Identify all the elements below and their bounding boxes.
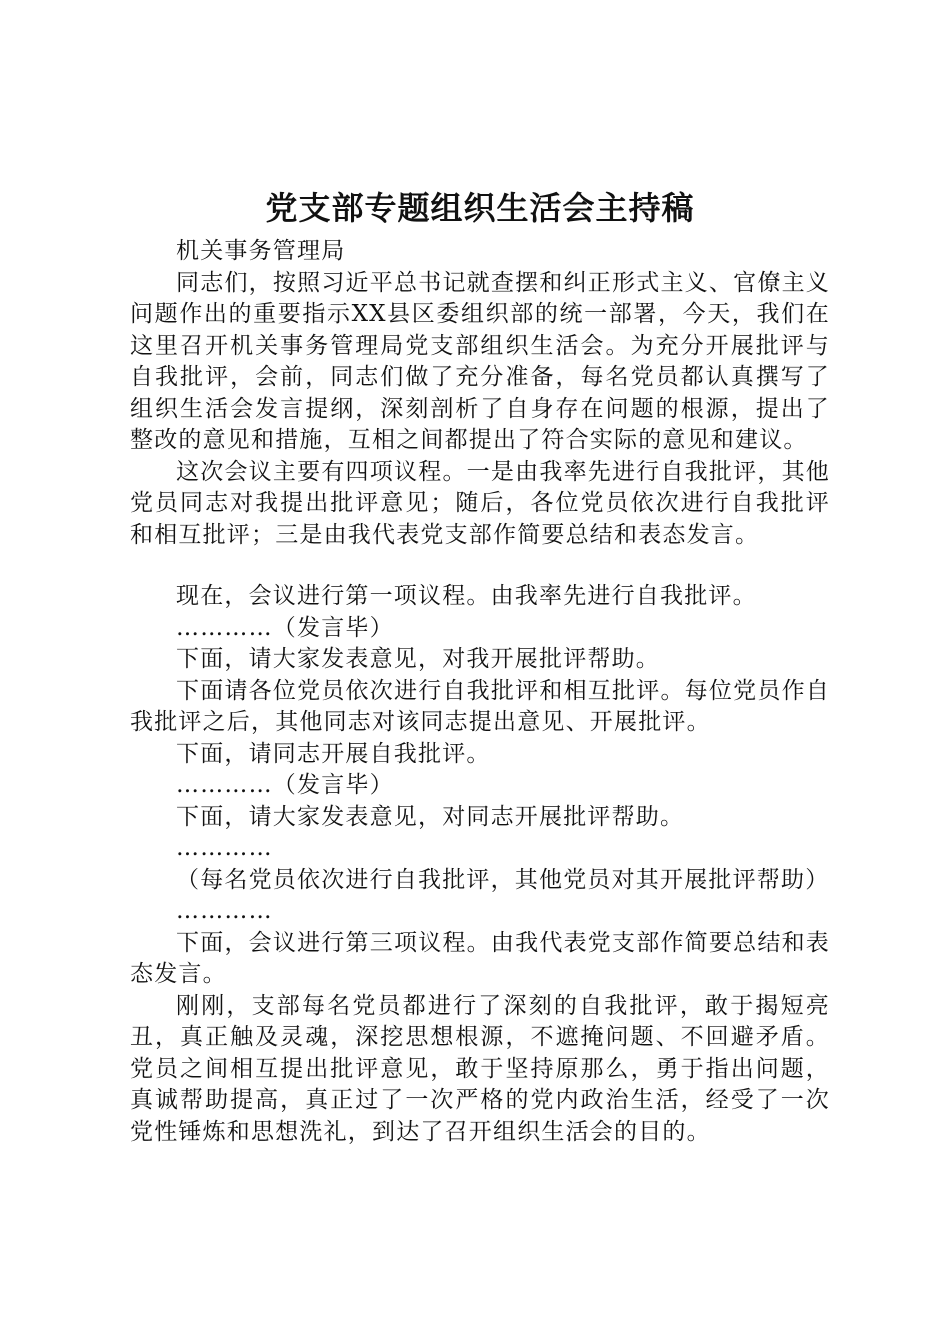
ellipsis-line: ………… (176, 898, 273, 924)
ellipsis-line: ………… (176, 835, 273, 861)
document-page (130, 186, 830, 1148)
speech-ended-note: …………（发言毕） (176, 772, 394, 798)
paragraph-agenda: 这次会议主要有四项议程。一是由我率先进行自我批评，其他党员同志对我提出批评意见；随后，各位党员依次进行自我批评和相互批评；三是由我代表党支部作简要总结和表态发言。 (130, 458, 830, 548)
paragraph-item-one: 现在，会议进行第一项议程。由我率先进行自我批评。 (176, 583, 757, 609)
paragraph-item-three: 下面，会议进行第三项议程。由我代表党支部作简要总结和表态发言。 (130, 929, 830, 987)
speech-ended-note: …………（发言毕） (176, 614, 394, 641)
paragraph-each-member: （每名党员依次进行自我批评，其他党员对其开展批评帮助） (176, 866, 830, 893)
paragraph-spacer (130, 551, 830, 581)
paragraph-comrade-self: 下面，请同志开展自我批评。 (176, 740, 491, 767)
paragraph-criticism-comrade: 下面，请大家发表意见，对同志开展批评帮助。 (176, 803, 685, 830)
paragraph-summary: 刚刚，支部每名党员都进行了深刻的自我批评，敢于揭短亮丑，真正触及灵魂，深挖思想根源，不遮掩问题、不回避矛盾。党员之间相互提出批评意见，敢于坚持原那么，勇于指出问题，真诚帮助提高，真正过了一次严格的党内政治生活，经受了一次党性锤炼和思想洗礼，到达了召开组织生活会的目的。 (130, 992, 830, 1145)
organization-name: 机关事务管理局 (176, 238, 346, 264)
paragraph-mutual-criticism: 下面请各位党员依次进行自我批评和相互批评。每位党员作自我批评之后，其他同志对该同志提出意见、开展批评。 (130, 677, 830, 735)
paragraph-opening: 同志们，按照习近平总书记就查摆和纠正形式主义、官僚主义问题作出的重要指示XX县区委组织部的统一部署，今天，我们在这里召开机关事务管理局党支部组织生活会。为充分开展批评与自我批评，会前，同志们做了充分准备，每名党员都认真撰写了组织生活会发言提纲，深刻剖析了自身存在问题的根源，提出了整改的意见和措施，互相之间都提出了符合实际的意见和建议。 (130, 269, 830, 453)
paragraph-criticism-me: 下面，请大家发表意见，对我开展批评帮助。 (176, 646, 660, 672)
document-title: 党支部专题组织生活会主持稿 (265, 189, 695, 227)
